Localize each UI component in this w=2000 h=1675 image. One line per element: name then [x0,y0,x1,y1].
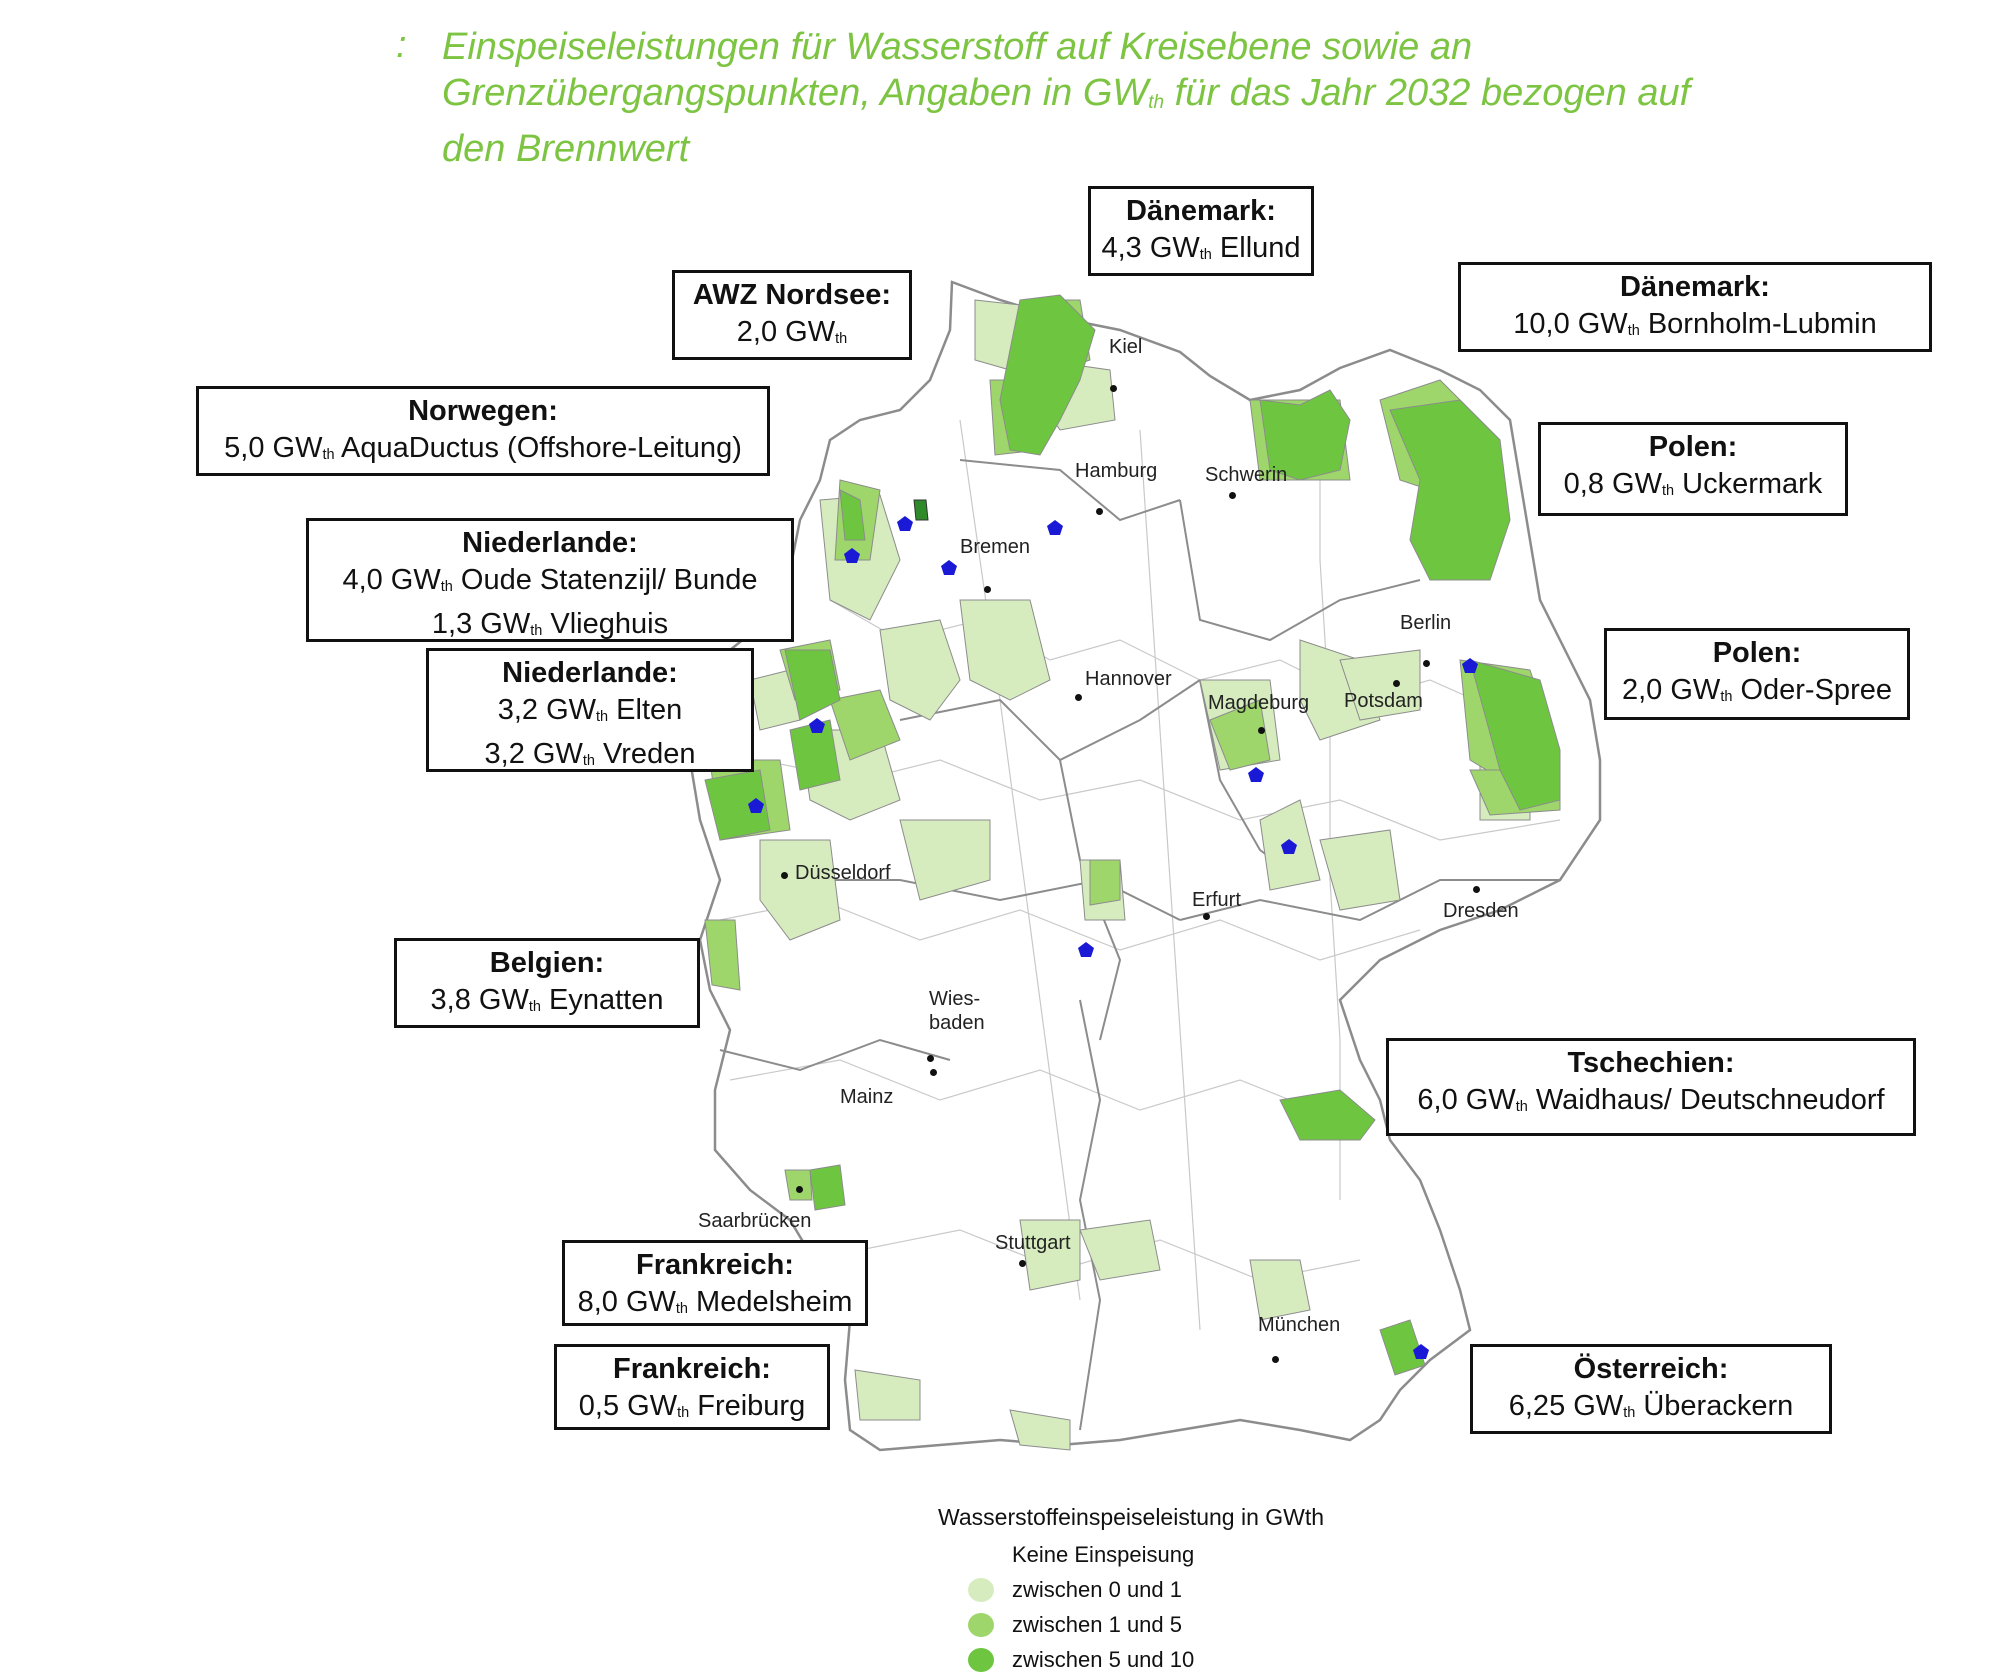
box-line: 6,25 $GW_{th}$ Überackern [1508,1390,1794,1422]
box-line: 0,8 $GW_{th}$ Uckermark [1563,468,1823,500]
box-line: 5,0 $GW_{th}$ AquaDuctus (Offshore-Leitung) [224,432,742,464]
box-line: 2,0 $GW_{th}$ Oder-Spree [1622,674,1892,706]
city-dot-dresden [1473,886,1480,893]
city-label-wiesbaden-1: Wies- [929,988,981,1010]
district-light [1020,1220,1080,1290]
legend-swatch [968,1648,994,1672]
box-heading: Dänemark: [1620,271,1770,303]
city-label-wiesbaden-2: baden [929,1012,985,1034]
box-line: 1,3 $GW_{th}$ Vlieghuis [431,608,669,641]
legend-swatch [968,1578,994,1602]
city-label-saarbruecken: Saarbrücken [698,1210,812,1232]
box-heading: Polen: [1648,431,1738,463]
city-label-duesseldorf: Düsseldorf [795,862,891,884]
box-line: 4,0 $GW_{th}$ Oude Statenzijl/ Bunde [342,564,758,596]
box-heading: Norwegen: [408,395,558,427]
legend-item [1012,1645,1194,1675]
city-label-stuttgart: Stuttgart [995,1232,1071,1254]
box-heading: Frankreich: [613,1353,771,1385]
city-label-potsdam: Potsdam [1344,690,1423,712]
box-heading: Polen: [1712,637,1802,669]
legend-item [1012,1540,1194,1570]
city-dot-kiel [1110,385,1117,392]
city-dot-schwerin [1229,492,1236,499]
city-label-berlin: Berlin [1400,612,1452,634]
box-line: 3,2 $GW_{th}$ Elten [497,694,683,726]
box-heading: Österreich: [1573,1353,1729,1385]
box-awz-nordsee [672,270,912,360]
city-dot-hannover [1075,694,1082,701]
title-line-2: Grenzübergangspunkten, Angaben in $GW_{th}$ für das Jahr 2032 bezogen auf [442,72,1691,114]
box-norwegen [196,386,770,476]
city-dot-magdeburg [1258,727,1265,734]
legend-item [1012,1610,1182,1640]
title-prefix: : [396,24,407,66]
box-line: 4,3 $GW_{th}$ Ellund [1101,232,1301,264]
box-heading: Dänemark: [1126,195,1276,227]
city-label-mainz: Mainz [840,1086,894,1108]
city-dot-hamburg [1096,508,1103,515]
box-polen-oder-spree [1604,628,1910,720]
city-dot-bremen [984,586,991,593]
legend-swatch [968,1613,994,1637]
box-daenemark-ellund [1088,186,1314,276]
box-heading: Tschechien: [1567,1047,1735,1079]
city-label-hannover: Hannover [1085,668,1172,690]
district-light [1250,1260,1310,1320]
district-medium [1090,860,1120,905]
legend-label: zwischen 1 und 5 [1012,1612,1182,1637]
box-heading: Frankreich: [636,1249,794,1281]
box-line: 0,5 $GW_{th}$ Freiburg [578,1390,806,1422]
city-dot-duesseldorf [781,872,788,879]
legend-label: Keine Einspeisung [1012,1542,1195,1567]
box-niederlande-elten [426,648,754,772]
district-darkest [914,500,928,520]
box-frankreich-freiburg [554,1344,830,1430]
district-dark [810,1165,845,1210]
title-line-3: den Brennwert [442,127,690,170]
title-line-1: Einspeiseleistungen für Wasserstoff auf Kreisebene sowie an [442,26,1473,68]
legend-item [1012,1575,1182,1605]
box-heading: Niederlande: [502,657,678,689]
city-dot-muenchen [1272,1356,1279,1363]
city-dot-saarbruecken [796,1186,803,1193]
district-medium [785,1170,812,1200]
box-heading: AWZ Nordsee: [692,279,892,311]
city-label-hamburg: Hamburg [1075,460,1158,482]
box-heading: Niederlande: [462,527,638,559]
legend-label: zwischen 0 und 1 [1012,1577,1182,1602]
box-frankreich-medelsheim [562,1240,868,1326]
box-belgien [394,938,700,1028]
city-dot-berlin [1423,660,1430,667]
city-label-magdeburg: Magdeburg [1208,692,1310,714]
city-label-kiel: Kiel [1109,336,1143,358]
city-dot-potsdam [1393,680,1400,687]
box-oesterreich [1470,1344,1832,1434]
box-polen-uckermark [1538,422,1848,516]
city-label-erfurt: Erfurt [1192,889,1241,911]
city-dot-mainz [930,1069,937,1076]
legend-title: Wasserstoffeinspeiseleistung in GWth [938,1504,1325,1530]
box-daenemark-bornholm [1458,262,1932,352]
box-niederlande-bunde [306,518,794,642]
box-line: 6,0 $GW_{th}$ Waidhaus/ Deutschneudorf [1417,1084,1885,1116]
city-dot-stuttgart [1019,1260,1026,1267]
city-label-dresden: Dresden [1443,900,1519,922]
legend-label: zwischen 5 und 10 [1012,1647,1195,1672]
city-dot-wiesbaden [927,1055,934,1062]
box-line: 10,0 $GW_{th}$ Bornholm-Lubmin [1513,308,1877,340]
city-label-schwerin: Schwerin [1205,464,1288,486]
box-tschechien [1386,1038,1916,1136]
city-label-bremen: Bremen [960,536,1031,558]
box-line: 2,0 $GW_{th}$ [736,316,848,348]
city-dot-erfurt [1203,913,1210,920]
city-label-muenchen: München [1258,1314,1341,1336]
box-line: 3,8 $GW_{th}$ Eynatten [430,984,664,1016]
box-line: 3,2 $GW_{th}$ Vreden [484,738,696,771]
box-heading: Belgien: [489,947,605,979]
box-line: 8,0 $GW_{th}$ Medelsheim [577,1286,853,1318]
